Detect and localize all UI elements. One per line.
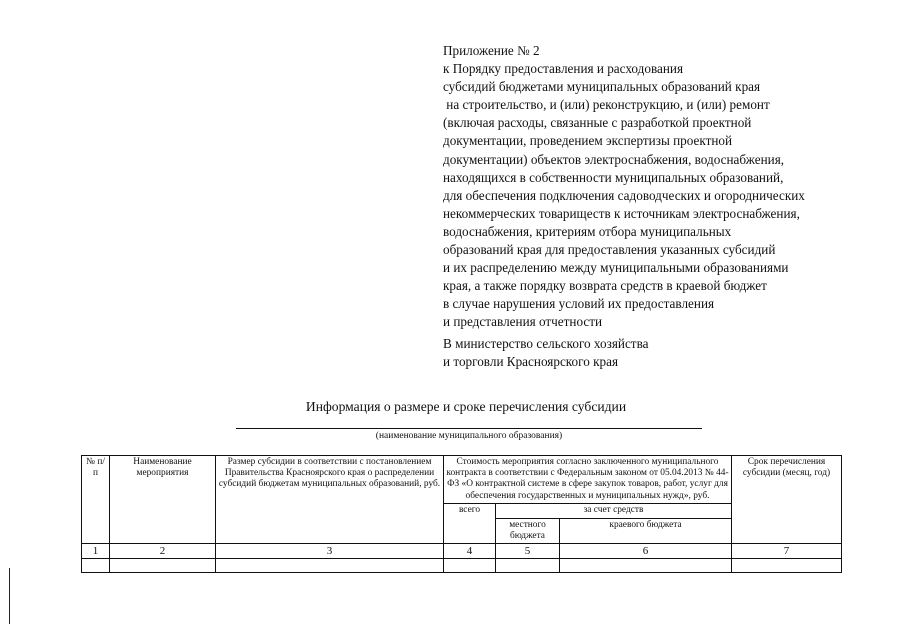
table-cell — [496, 559, 560, 573]
appendix-line: края, а также порядку возврата средств в краевой бюджет — [443, 278, 767, 294]
table-cell — [216, 559, 444, 573]
header-subsidy-amount: Размер субсидии в соответствии с постановлением Правительства Красноярского края о распределении субсидий бюджетам муниципальных образований, руб. — [216, 456, 444, 544]
table-column-numbers-row — [82, 544, 842, 559]
appendix-line: находящихся в собственности муниципальных образований, — [443, 169, 784, 185]
appendix-line: на строительство, и (или) реконструкцию, и (или) ремонт — [443, 97, 770, 113]
appendix-line: водоснабжения, критериям отбора муниципальных — [443, 223, 732, 239]
header-contract-cost: Стоимость мероприятия согласно заключенного муниципального контракта в соответствии с Федеральным законом от 05.04.2013 № 44-ФЗ «О контрактной системе в сфере закупок товаров, работ, услуг для обеспечения государственных и муниципальных нужд», руб. — [444, 456, 732, 504]
appendix-line: Приложение № 2 — [443, 43, 540, 58]
column-number: 1 — [82, 544, 110, 559]
subsidy-info-table — [81, 455, 842, 573]
table-cell — [560, 559, 732, 573]
appendix-header — [443, 42, 883, 332]
table-cell — [444, 559, 496, 573]
header-number: № п/п — [82, 456, 110, 544]
table-header-row — [82, 456, 842, 504]
appendix-line: некоммерческих товариществ к источникам электроснабжения, — [443, 205, 800, 221]
addressee-block — [443, 335, 883, 371]
appendix-line: к Порядку предоставления и расходования — [443, 61, 684, 77]
appendix-line: документации) объектов электроснабжения, водоснабжения, — [443, 151, 785, 167]
appendix-line: и представления отчетности — [443, 314, 603, 330]
column-number: 5 — [496, 544, 560, 559]
appendix-line: образований края для предоставления указанных субсидий — [443, 242, 776, 258]
column-number: 2 — [110, 544, 216, 559]
column-number: 3 — [216, 544, 444, 559]
column-number: 6 — [560, 544, 732, 559]
appendix-line: для обеспечения подключения садоводческих и огороднических — [443, 187, 805, 203]
column-number: 7 — [732, 544, 842, 559]
header-transfer-date: Срок перечисления субсидии (месяц, год) — [732, 456, 842, 544]
appendix-line: субсидий бюджетами муниципальных образований края — [443, 79, 761, 95]
table-cell — [732, 559, 842, 573]
municipality-fill-line — [236, 428, 702, 429]
header-local-budget: местного бюджета — [496, 518, 560, 543]
appendix-line: (включая расходы, связанные с разработкой проектной — [443, 115, 752, 131]
appendix-line: документации, проведением экспертизы проектной — [443, 133, 733, 149]
table-cell — [110, 559, 216, 573]
header-funded-from: за счет средств — [496, 503, 732, 518]
column-number: 4 — [444, 544, 496, 559]
document-title: Информация о размере и сроке перечисления субсидии — [305, 399, 627, 414]
addressee-line: и торговли Красноярского края — [443, 353, 619, 369]
appendix-line: в случае нарушения условий их предоставления — [443, 296, 715, 312]
table-cell — [82, 559, 110, 573]
table-row — [82, 559, 842, 573]
municipality-caption: (наименование муниципального образования) — [375, 431, 563, 441]
header-measure-name: Наименование мероприятия — [110, 456, 216, 544]
appendix-line: и их распределению между муниципальными образованиями — [443, 260, 789, 276]
header-regional-budget: краевого бюджета — [560, 518, 732, 543]
scan-margin-mark — [9, 568, 10, 624]
header-total: всего — [444, 503, 496, 543]
addressee-line: В министерство сельского хозяйства — [443, 336, 649, 351]
